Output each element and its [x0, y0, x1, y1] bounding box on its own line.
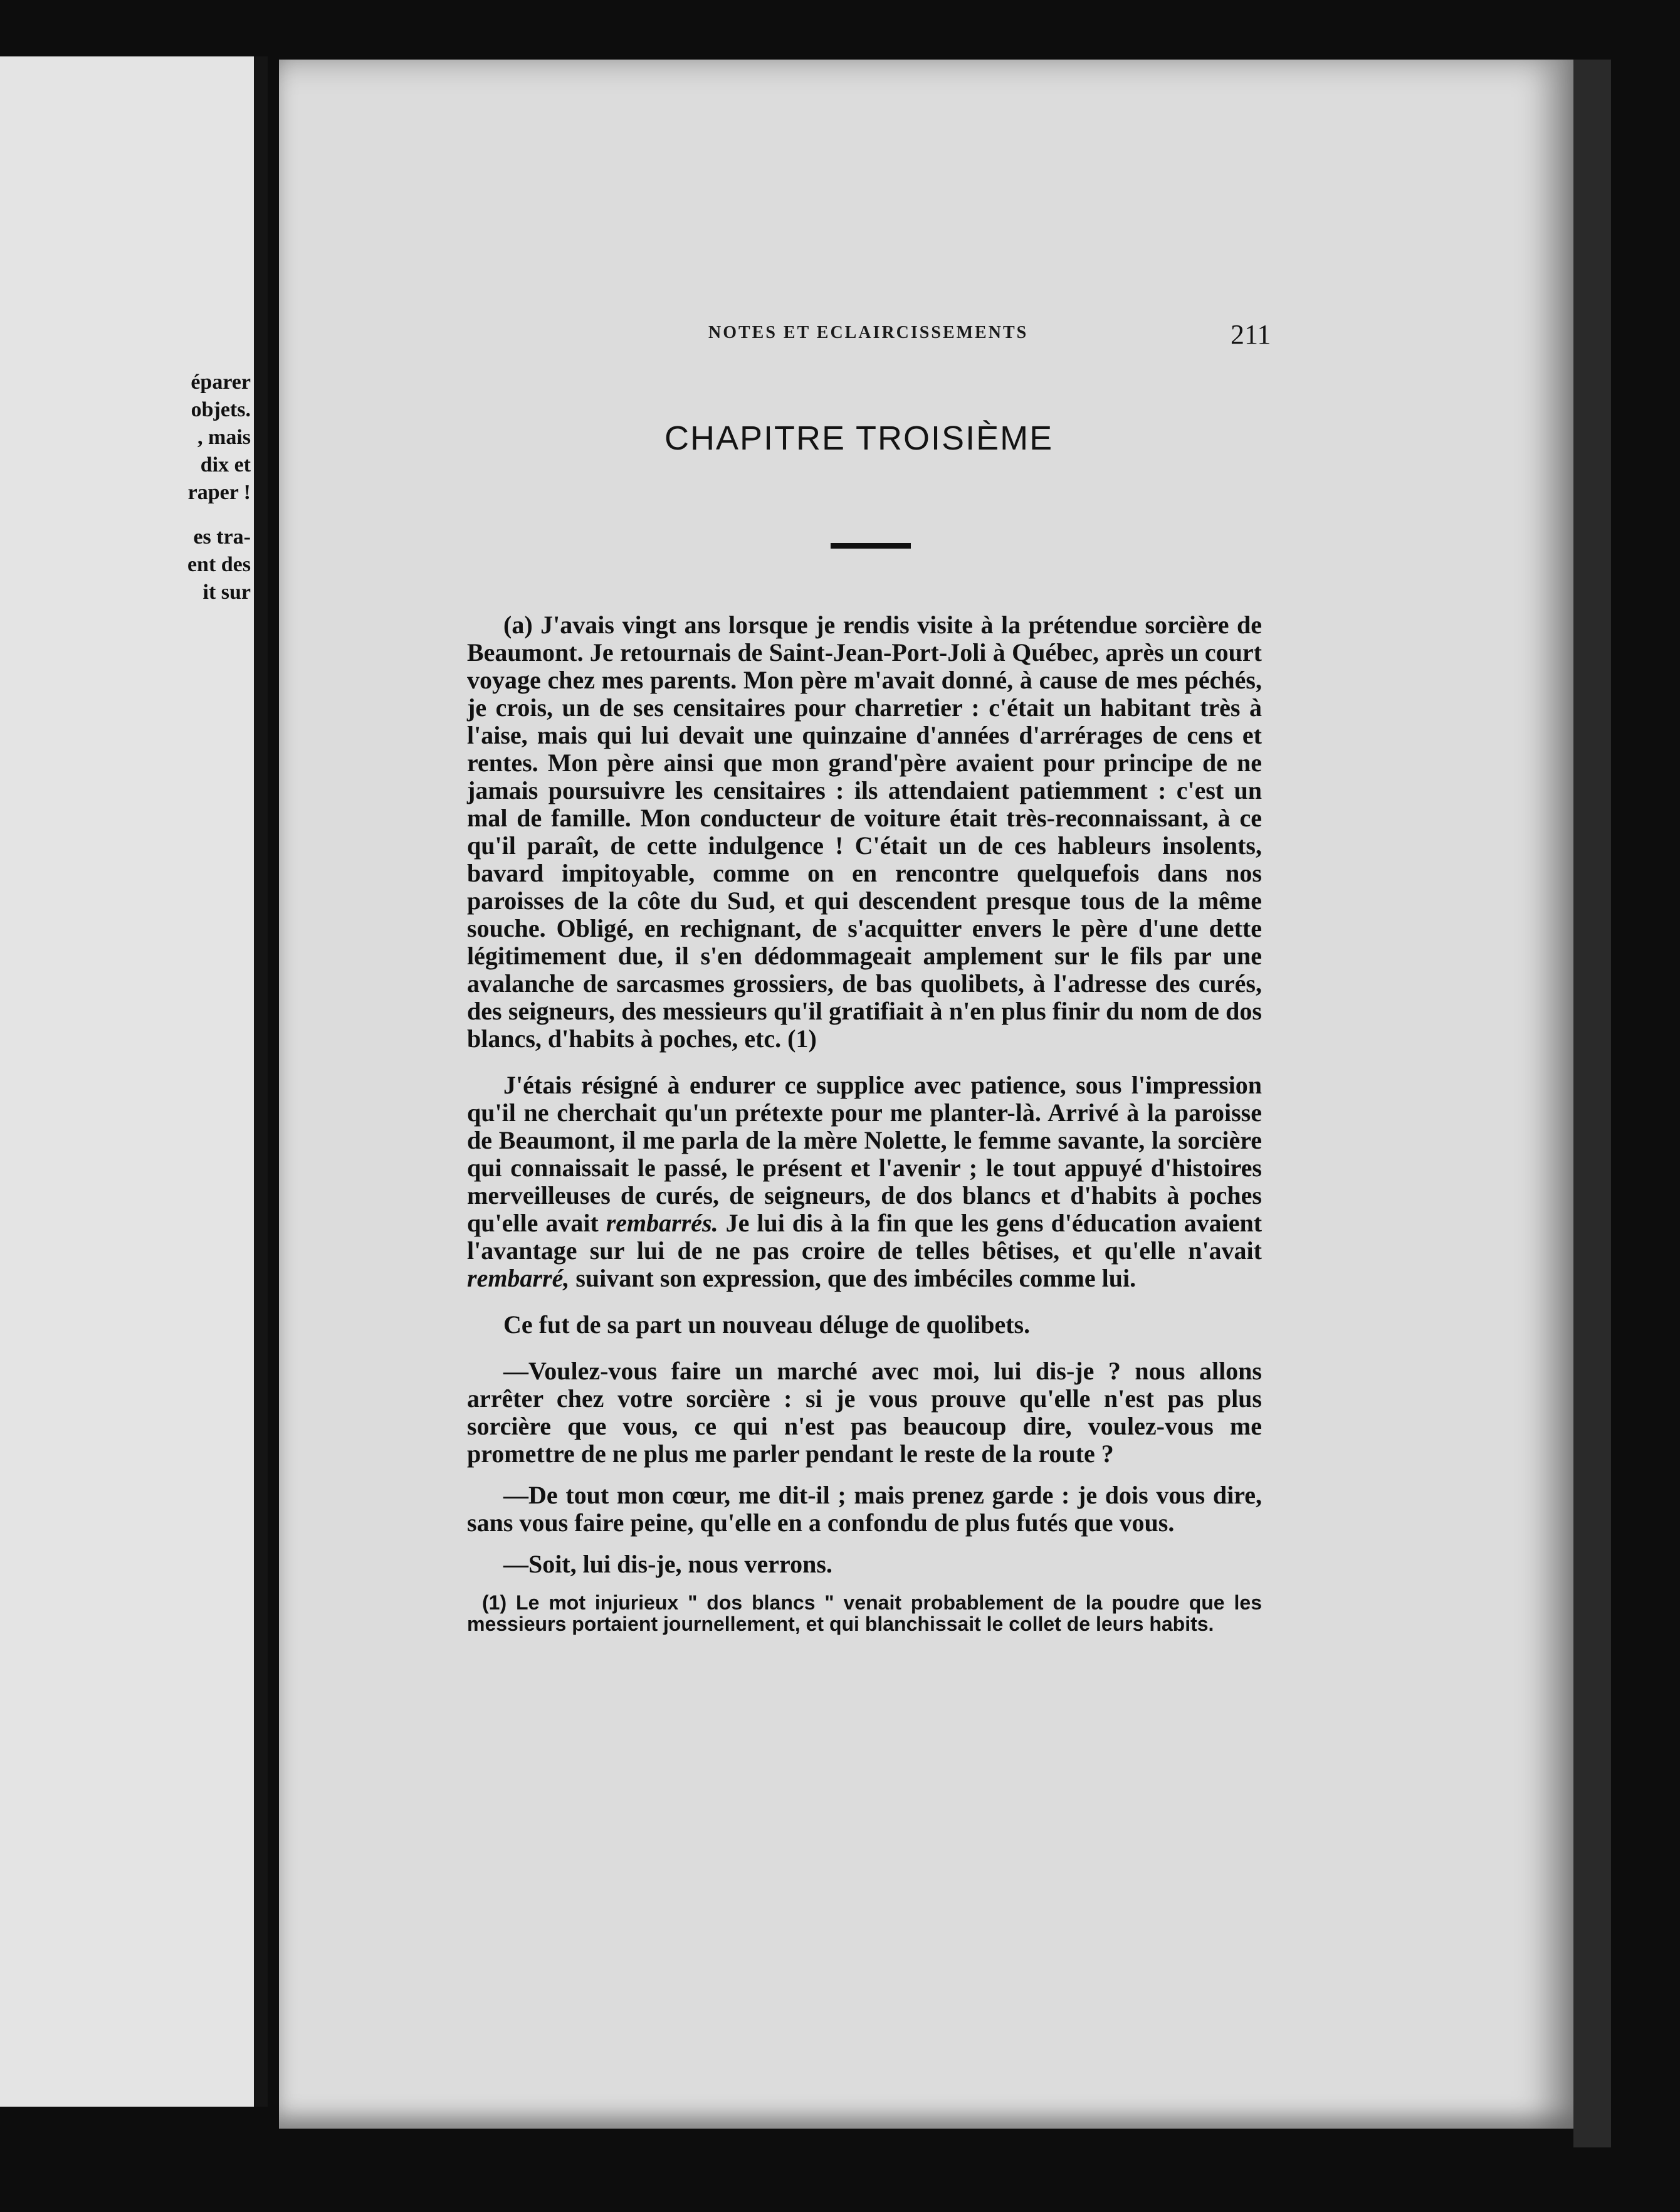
- left-line: éparer: [191, 371, 251, 394]
- running-head: NOTES ET ECLAIRCISSEMENTS: [708, 323, 1029, 342]
- left-line: objets.: [191, 398, 251, 421]
- paragraph: —De tout mon cœur, me dit-il ; mais prenez garde : je dois vous dire, sans vous faire peine, qu'elle en a confondu de plus futés que vous.: [467, 1481, 1262, 1537]
- left-line: es tra-: [193, 525, 251, 549]
- italic-word: rembarré,: [467, 1264, 570, 1292]
- left-line: raper !: [187, 481, 251, 504]
- paragraph: [467, 1072, 1262, 1292]
- paragraph: Ce fut de sa part un nouveau déluge de quolibets.: [503, 1310, 1031, 1339]
- left-line: dix et: [200, 453, 251, 477]
- footnote: (1) Le mot injurieux " dos blancs " venait probablement de la poudre que les messieurs portaient journellement, et qui blanchissait le collet de leurs habits.: [467, 1591, 1262, 1635]
- left-page-fragment: [0, 56, 257, 2107]
- paragraph-text: Je lui dis à la fin que les gens d'éducation avaient l'avantage sur lui de ne pas croire de telles bêtises, et qu'elle n'avait: [467, 1209, 1263, 1265]
- book-gutter: [254, 56, 268, 2107]
- left-line: it sur: [202, 581, 251, 604]
- paragraph-text: J'étais résigné à endurer ce supplice avec patience, sous l'impression qu'il ne cherchait qu'un prétexte pour me planter-là. Arrivé à la paroisse de Beaumont, il me parla de la mère Nolette, le femme savante, la sorcière qui connaissait le passé, le présent et l'avenir ; le tout appuyé d'histoires merveilleuses de curés, de seigneurs, de dos blancs et d'habits à poches qu'elle avait: [467, 1071, 1262, 1237]
- paragraph: —Soit, lui dis-je, nous verrons.: [503, 1550, 832, 1578]
- paragraph-text: suivant son expression, que des imbéciles comme lui.: [575, 1264, 1137, 1292]
- left-line: , mais: [197, 426, 251, 449]
- italic-word: rembarrés.: [606, 1209, 718, 1237]
- paragraph: (a) J'avais vingt ans lorsque je rendis visite à la prétendue sorcière de Beaumont. Je retournais de Saint-Jean-Port-Joli à Québec, après un court voyage chez mes parents. Mon père m'avait donné, à cause de mes péchés, je crois, un de ses censitaires pour charretier : c'était un habitant très à l'aise, mais qui lui devait une quinzaine d'années d'arrérages de cens et rentes. Mon père ainsi que mon grand'père avaient pour principe de ne jamais poursuivre les censitaires : ils attendaient patiemment : c'est un mal de famille. Mon conducteur de voiture était très-reconnaissant, à ce qu'il paraît, de cette indulgence ! C'était un de ces hableurs insolents, bavard impitoyable, comme on en rencontre quelquefois dans nos paroisses de la côte du Sud, et qui descendent presque tous de la même souche. Obligé, en rechignant, de s'acquitter envers le père d'une dette légitimement due, il s'en dédommageait amplement sur le fils par une avalanche de sarcasmes grossiers, de bas quolibets, à l'adresse des curés, des seigneurs, des messieurs qu'il gratifiait à n'en plus finir du nom de dos blancs, d'habits à poches, etc. (1): [467, 611, 1262, 1053]
- paragraph: —Voulez-vous faire un marché avec moi, lui dis-je ? nous allons arrêter chez votre sorcière : si je vous prouve qu'elle n'est pas plus sorcière que vous, ce qui n'est pas beaucoup dire, voulez-vous me promettre de ne plus me parler pendant le reste de la route ?: [467, 1357, 1262, 1468]
- page-edge-shadow: [1573, 60, 1611, 2147]
- title-rule: [831, 543, 911, 549]
- body-text: [467, 611, 1262, 1635]
- left-line: ent des: [187, 553, 251, 576]
- chapter-title: CHAPITRE TROISIÈME: [664, 419, 1054, 457]
- page-number: 211: [1231, 319, 1271, 350]
